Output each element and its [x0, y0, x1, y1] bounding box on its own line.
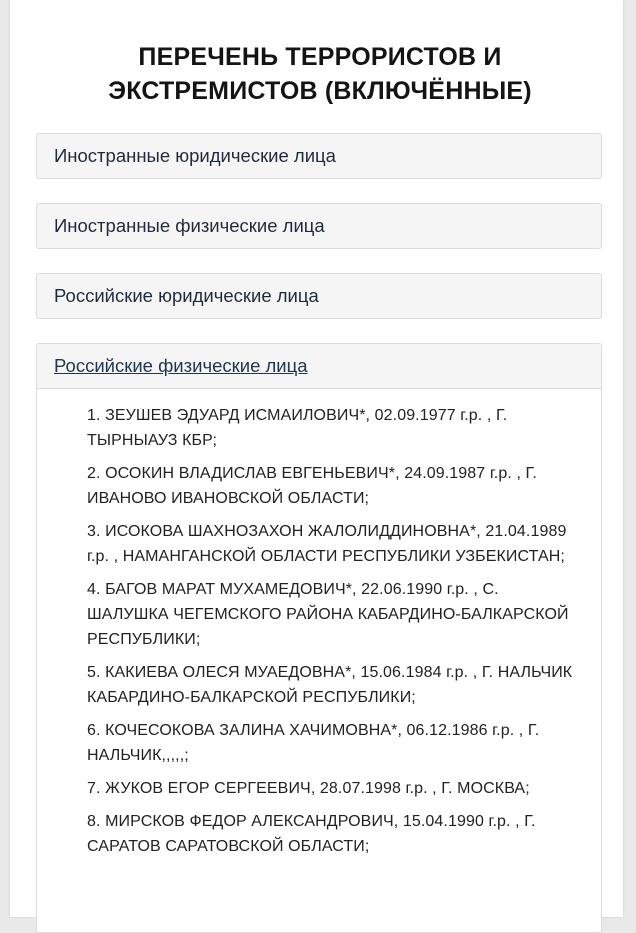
- section-label: Иностранные физические лица: [54, 215, 325, 236]
- section-header[interactable]: [37, 204, 601, 248]
- section-russian-legal[interactable]: [36, 273, 602, 319]
- section-header[interactable]: [37, 344, 601, 389]
- section-label: Иностранные юридические лица: [54, 145, 336, 166]
- list-item: 3. ИСОКОВА ШАХНОЗАХОН ЖАЛОЛИДДИНОВНА*, 21.04.1989 г.р. , НАМАНГАНСКОЙ ОБЛАСТИ РЕСПУБЛИКИ УЗБЕКИСТАН;: [87, 523, 567, 565]
- section-label-link[interactable]: Российские физические лица: [54, 355, 308, 376]
- section-header[interactable]: [37, 134, 601, 178]
- page-title: ПЕРЕЧЕНЬ ТЕРРОРИСТОВ И ЭКСТРЕМИСТОВ (ВКЛЮЧЁННЫЕ): [108, 43, 532, 105]
- list-item: 7. ЖУКОВ ЕГОР СЕРГЕЕВИЧ, 28.07.1998 г.р. , Г. МОСКВА;: [87, 780, 530, 797]
- section-russian-individuals: [36, 343, 602, 933]
- section-label: Российские юридические лица: [54, 285, 319, 306]
- section-foreign-individuals[interactable]: [36, 203, 602, 249]
- persons-list: [37, 389, 601, 859]
- section-foreign-legal[interactable]: [36, 133, 602, 179]
- list-item: 2. ОСОКИН ВЛАДИСЛАВ ЕВГЕНЬЕВИЧ*, 24.09.1987 г.р. , Г. ИВАНОВО ИВАНОВСКОЙ ОБЛАСТИ;: [87, 465, 537, 507]
- page: [10, 0, 623, 917]
- section-header[interactable]: [37, 274, 601, 318]
- list-item: 5. КАКИЕВА ОЛЕСЯ МУАЕДОВНА*, 15.06.1984 г.р. , Г. НАЛЬЧИК КАБАРДИНО-БАЛКАРСКОЙ РЕСПУБЛИКИ;: [87, 664, 573, 706]
- list-item: 6. КОЧЕСОКОВА ЗАЛИНА ХАЧИМОВНА*, 06.12.1986 г.р. , Г. НАЛЬЧИК,,,,,;: [87, 722, 540, 764]
- list-item: 4. БАГОВ МАРАТ МУХАМЕДОВИЧ*, 22.06.1990 г.р. , С. ШАЛУШКА ЧЕГЕМСКОГО РАЙОНА КАБАРДИНО-БАЛКАРСКОЙ РЕСПУБЛИКИ;: [87, 581, 569, 648]
- list-item: 1. ЗЕУШЕВ ЭДУАРД ИСМАИЛОВИЧ*, 02.09.1977 г.р. , Г. ТЫРНЫАУЗ КБР;: [87, 407, 508, 449]
- list-item: 8. МИРСКОВ ФЕДОР АЛЕКСАНДРОВИЧ, 15.04.1990 г.р. , Г. САРАТОВ САРАТОВСКОЙ ОБЛАСТИ;: [87, 813, 536, 855]
